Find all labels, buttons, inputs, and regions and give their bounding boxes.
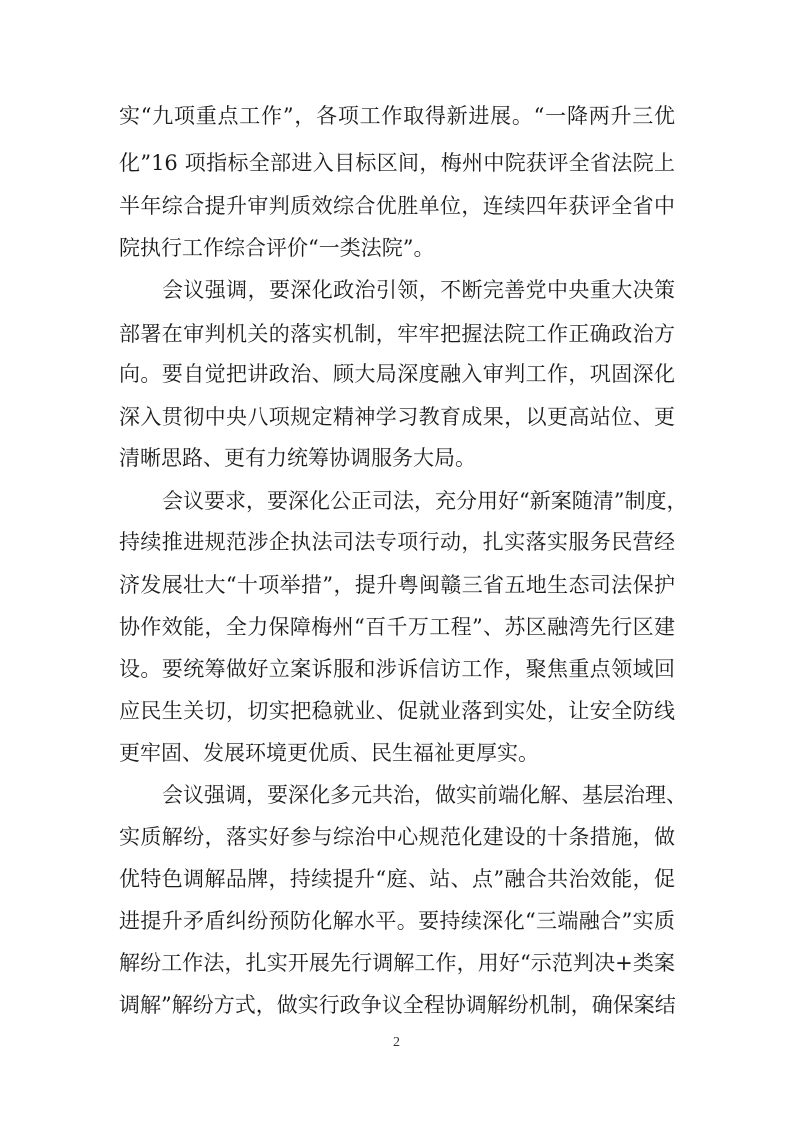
text-line: 济发展壮大“十项举措”，提升粤闽赣三省五地生态司法保护	[119, 573, 675, 597]
text-line: 院执行工作综合评价“一类法院”。	[119, 236, 435, 260]
paragraph-first-line: 会议要求，要深化公正司法，充分用好“新案随清”制度，	[162, 489, 688, 513]
text-line: 向。要自觉把讲政治、顾大局深度融入审判工作，巩固深化	[119, 362, 675, 386]
text-line: 实“九项重点工作”，各项工作取得新进展。“一降两升三优	[119, 104, 675, 128]
text-line: 持续推进规范涉企执法司法专项行动，扎实落实服务民营经	[119, 530, 675, 554]
text-line: 调解”解纷方式，做实行政争议全程协调解纷机制，确保案结	[119, 993, 676, 1017]
text-line: 优特色调解品牌，持续提升“庭、站、点”融合共治效能，促	[119, 867, 675, 891]
text-line: 进提升矛盾纠纷预防化解水平。要持续深化“三端融合”实质	[119, 909, 675, 933]
paragraph-first-line: 会议强调，要深化政治引领，不断完善党中央重大决策	[162, 278, 675, 302]
text-line: 更牢固、发展环境更优质、民生福祉更厚实。	[119, 741, 539, 765]
paragraph-first-line: 会议强调，要深化多元共治，做实前端化解、基层治理、	[162, 783, 687, 807]
text-line: 深入贯彻中央八项规定精神学习教育成果，以更高站位、更	[119, 405, 675, 429]
text-line: 应民生关切，切实把稳就业、促就业落到实处，让安全防线	[119, 699, 675, 723]
text-line: 实质解纷，落实好参与综治中心规范化建设的十条措施，做	[119, 825, 675, 849]
text-line: 协作效能，全力保障梅州“百千万工程”、苏区融湾先行区建	[119, 615, 675, 639]
text-line: 部署在审判机关的落实机制，牢牢把握法院工作正确政治方	[119, 322, 675, 346]
text-line: 解纷工作法，扎实开展先行调解工作，用好“示范判决+类案	[119, 951, 675, 975]
page-number: 2	[393, 1035, 400, 1050]
text-line: 设。要统筹做好立案诉服和涉诉信访工作，聚焦重点领域回	[119, 657, 675, 681]
text-line: 化”16 项指标全部进入目标区间，梅州中院获评全省法院上	[119, 151, 675, 175]
text-line: 清晰思路、更有力统筹协调服务大局。	[119, 446, 476, 470]
text-line: 半年综合提升审判质效综合优胜单位，连续四年获评全省中	[119, 194, 675, 218]
